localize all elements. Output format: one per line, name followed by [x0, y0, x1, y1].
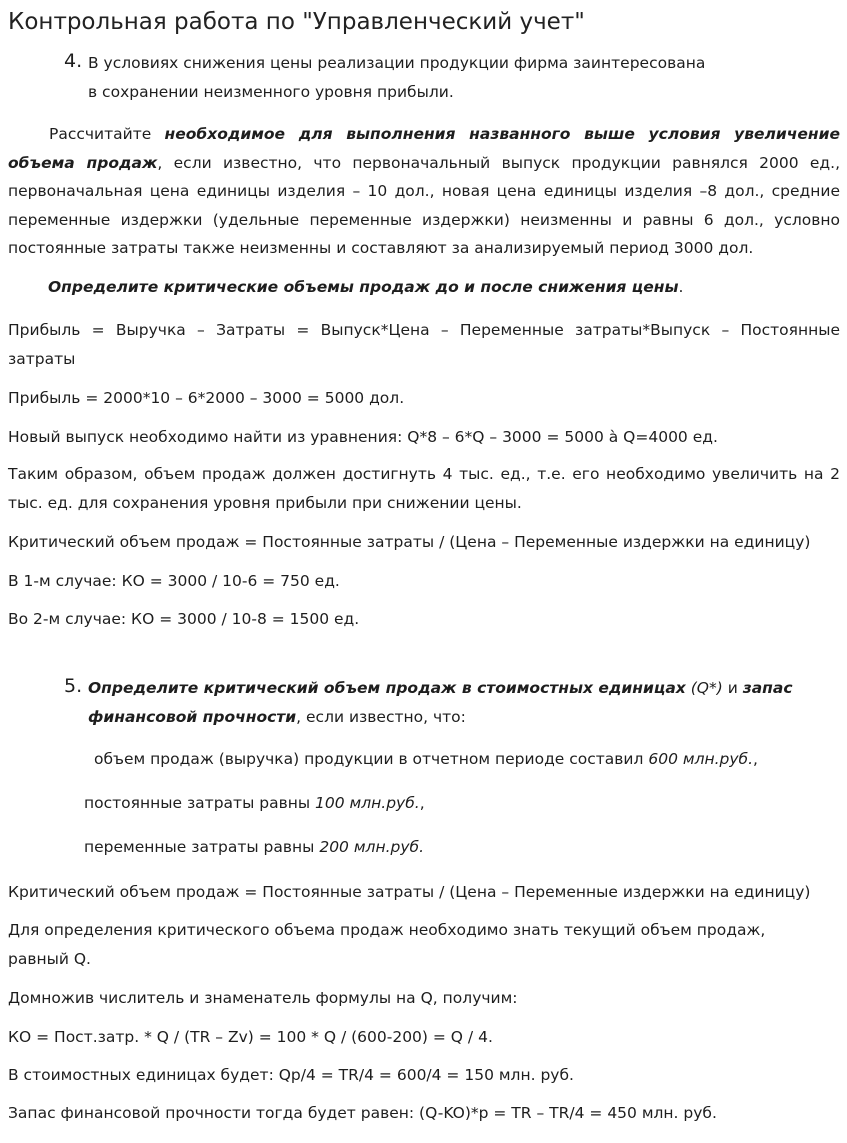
- given-tail: ,: [419, 794, 425, 812]
- task4-solution-line-2: Прибыль = 2000*10 – 6*2000 – 3000 = 5000 дол.: [8, 389, 405, 407]
- task5-solution-line-3: Домножив числитель и знаменатель формулы на Q, получим:: [8, 989, 518, 1007]
- task4-calc-paragraph: [8, 120, 840, 263]
- task4-define-emphasis: Определите критические объемы продаж до и после снижения цены: [48, 278, 679, 296]
- task4-intro: [88, 49, 824, 107]
- task4-solution-line-1: Прибыль = Выручка – Затраты = Выпуск*Цена – Переменные затраты*Выпуск – Постоянные затраты: [8, 321, 840, 368]
- task5-solution-line-5: В стоимостных единицах будет: Qp/4 = TR/4 = 600/4 = 150 млн. руб.: [8, 1066, 574, 1084]
- given-tail: ,: [753, 750, 758, 768]
- task4-intro-line2: в сохранении неизменного уровня прибыли.: [88, 83, 454, 101]
- task4-solution-line-4: Таким образом, объем продаж должен достигнуть 4 тыс. ед., т.е. его необходимо увеличить на 2 тыс. ед. для сохранения уровня прибыли при снижении цены.: [8, 465, 840, 512]
- task5-given-fixed: [84, 792, 425, 814]
- task5-given-variable: [84, 836, 424, 858]
- task5-intro: [88, 674, 834, 732]
- given-value: 200 млн.руб.: [319, 838, 424, 856]
- task5-heading: [64, 674, 834, 732]
- given-value: 100 млн.руб.: [315, 794, 420, 812]
- task5-head-rest: , если известно, что:: [296, 708, 466, 726]
- task4-calc-rest: , если известно, что первоначальный выпуск продукции равнялся 2000 ед., первоначальная цена единицы изделия – 10 дол., новая цена единицы изделия –8 дол., средние переменные издержки (удельные переменные издержки) неизменны и равны 6 дол., условно постоянные затраты также неизменны и составляют за анализируемый период 3000 дол.: [8, 153, 841, 257]
- task5-head-emphasis-2: запас финансовой прочности: [88, 679, 793, 726]
- task5-solution-line-1: Критический объем продаж = Постоянные затраты / (Цена – Переменные издержки на единицу): [8, 883, 811, 901]
- task4-number: 4.: [64, 50, 83, 72]
- task4-calc-prefix: Рассчитайте: [49, 125, 165, 143]
- task4-intro-line1: В условиях снижения цены реализации продукции фирма заинтересована: [88, 54, 706, 72]
- given-label: объем продаж (выручка) продукции в отчетном периоде составил: [94, 750, 649, 768]
- task4-define: [48, 276, 683, 298]
- task5-solution-line-2: Для определения критического объема продаж необходимо знать текущий объем продаж, равный Q.: [8, 921, 766, 968]
- task5-given-revenue: [94, 748, 758, 770]
- given-label: переменные затраты равны: [84, 838, 320, 856]
- task4-heading: [64, 49, 824, 107]
- task4-solution-line-7: Во 2-м случае: КО = 3000 / 10-8 = 1500 ед.: [8, 610, 360, 628]
- task4-solution-line-3: Новый выпуск необходимо найти из уравнения: Q*8 – 6*Q – 3000 = 5000 à Q=4000 ед.: [8, 428, 718, 446]
- given-value: 600 млн.руб.: [648, 750, 754, 768]
- task4-define-dot: .: [678, 278, 684, 296]
- task5-solution-line-6: Запас финансовой прочности тогда будет равен: (Q-KO)*p = TR – TR/4 = 450 млн. руб.: [8, 1104, 717, 1122]
- task5-number: 5.: [64, 675, 83, 697]
- task4-calc-emphasis: необходимое для выполнения названного выше условия увеличение объема продаж: [8, 125, 841, 172]
- given-label: постоянные затраты равны: [84, 794, 316, 812]
- task4-solution-line-5: Критический объем продаж = Постоянные затраты / (Цена – Переменные издержки на единицу): [8, 533, 811, 551]
- task5-head-emphasis-1: Определите критический объем продаж в стоимостных единицах: [88, 679, 686, 697]
- task5-head-and: и: [722, 679, 743, 697]
- task4-solution-line-6: В 1-м случае: КО = 3000 / 10-6 = 750 ед.: [8, 572, 340, 590]
- task5-solution-line-4: КО = Пост.затр. * Q / (TR – Zv) = 100 * Q / (600-200) = Q / 4.: [8, 1028, 493, 1046]
- document-title: Контрольная работа по "Управленческий учет": [8, 9, 585, 35]
- task5-head-italic: (Q*): [685, 679, 723, 697]
